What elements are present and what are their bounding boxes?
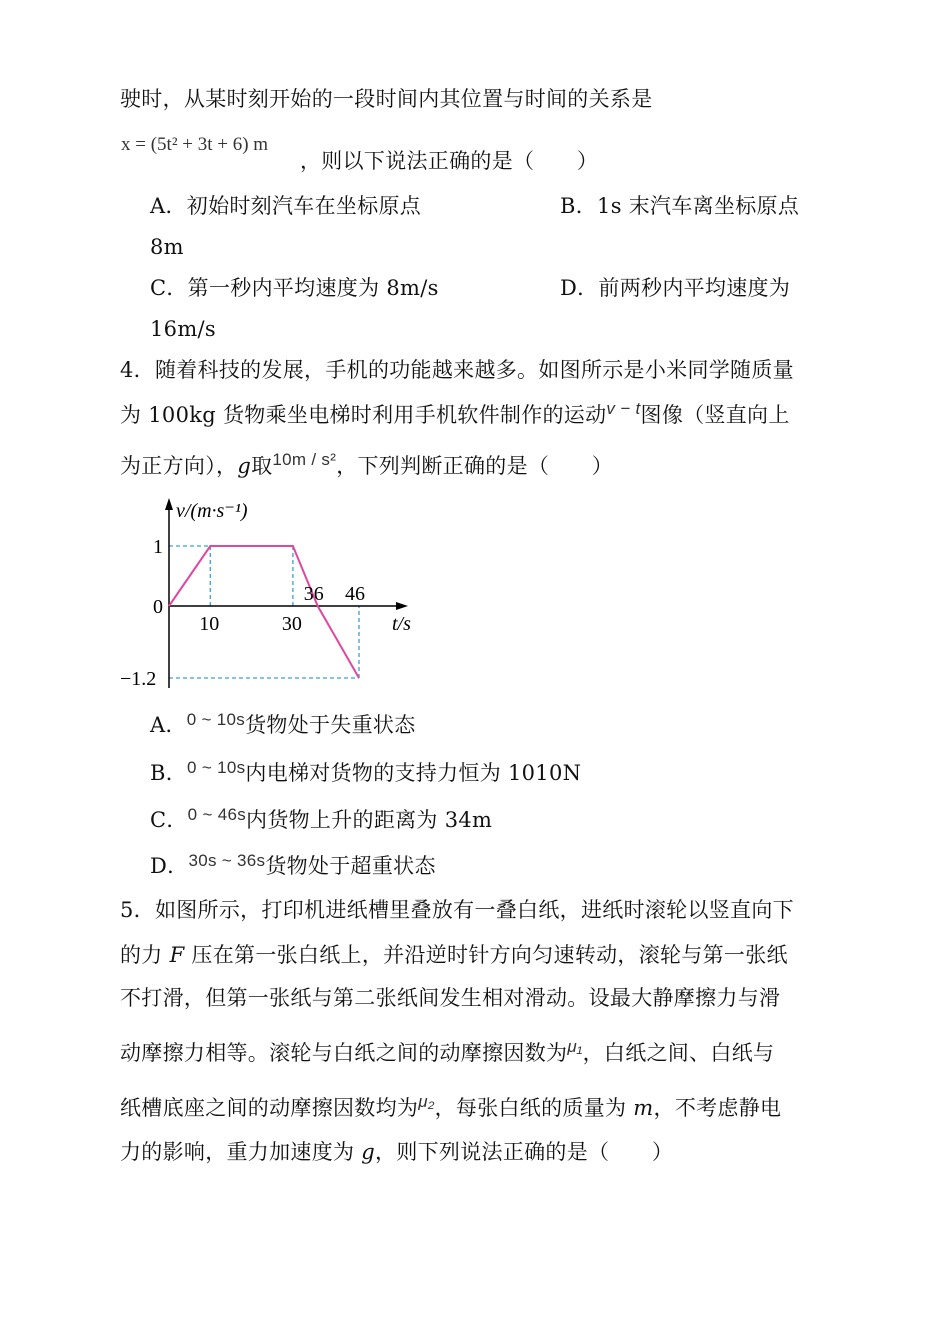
x-tick-36: 36 bbox=[303, 583, 324, 605]
q4-option-c-range: 0 ~ 46s bbox=[187, 805, 247, 824]
y-axis-arrow bbox=[165, 498, 173, 510]
q5-line-4-text-a: 动摩擦力相等。滚轮与白纸之间的动摩擦因数为 bbox=[120, 1041, 568, 1065]
y-tick-1: 1 bbox=[153, 536, 163, 558]
q3-line-1: 驶时，从某时刻开始的一段时间内其位置与时间的关系是 bbox=[120, 87, 653, 111]
x-axis-arrow bbox=[396, 602, 408, 610]
q4-line-3-take: 取 bbox=[251, 454, 273, 478]
vt-graph bbox=[110, 490, 430, 700]
q3-option-d-cont: 16m/s bbox=[150, 317, 216, 341]
q4-g-value: 10m / s² bbox=[272, 450, 337, 469]
x-tick-10: 10 bbox=[199, 613, 220, 635]
q4-option-a-range: 0 ~ 10s bbox=[186, 710, 246, 729]
q4-option-a-label: A． bbox=[150, 713, 187, 737]
q4-line-3-text-a: 为正方向）， bbox=[120, 454, 238, 478]
y-tick-minus-1-2: −1.2 bbox=[120, 668, 157, 690]
tick-labels bbox=[120, 536, 365, 690]
y-tick-0: 0 bbox=[153, 596, 163, 618]
q3-option-c: C．第一秒内平均速度为 8m/s bbox=[150, 276, 439, 300]
q5-line-5-text-c: ，不考虑静电 bbox=[653, 1096, 782, 1120]
q5-mu2-symbol: μ₂ bbox=[418, 1092, 435, 1111]
q4-line-2-text-b: 图像（竖直向上 bbox=[640, 403, 790, 427]
q5-line-3: 不打滑，但第一张纸与第二张纸间发生相对滑动。设最大静摩擦力与滑 bbox=[120, 986, 781, 1010]
x-tick-30: 30 bbox=[281, 613, 302, 635]
q4-line-2-text-a: 为 100kg 货物乘坐电梯时利用手机软件制作的运动 bbox=[120, 403, 607, 427]
q4-option-a-text: 货物处于失重状态 bbox=[245, 713, 416, 737]
q3-option-a: A．初始时刻汽车在坐标原点 bbox=[150, 194, 422, 218]
q4-option-b-range: 0 ~ 10s bbox=[187, 758, 246, 777]
q4-option-d-range: 30s ~ 36s bbox=[188, 851, 266, 870]
q4-line-2 bbox=[120, 400, 790, 432]
q4-option-d-label: D． bbox=[150, 854, 189, 878]
axes bbox=[165, 498, 408, 688]
q5-mass-symbol: m bbox=[633, 1096, 654, 1120]
y-axis-label: v/(m·s⁻¹) bbox=[176, 500, 248, 522]
q5-g-symbol: g bbox=[361, 1140, 376, 1164]
q4-option-c-text: 内货物上升的距离为 34m bbox=[246, 808, 493, 832]
q4-option-b-label: B． bbox=[150, 761, 188, 785]
q5-line-2-text-a: 的力 bbox=[120, 943, 170, 967]
q4-option-d-text: 货物处于超重状态 bbox=[265, 854, 436, 878]
q5-line-4 bbox=[120, 1038, 774, 1070]
q3-option-d: D．前两秒内平均速度为 bbox=[560, 276, 791, 300]
q4-option-c bbox=[150, 805, 492, 837]
q4-option-b-text: 内电梯对货物的支持力恒为 1010N bbox=[245, 761, 582, 785]
q5-line-5 bbox=[120, 1093, 781, 1125]
q5-line-4-text-b: ，白纸之间、白纸与 bbox=[582, 1041, 775, 1065]
q5-line-2-text-b: 压在第一张白纸上，并沿逆时针方向匀速转动，滚轮与第一张纸 bbox=[184, 943, 788, 967]
q5-line-6 bbox=[120, 1137, 673, 1167]
q5-mu1-symbol: μ₁ bbox=[567, 1037, 583, 1056]
q3-line-2: ，则以下说法正确的是（ ） bbox=[300, 149, 599, 173]
q4-line-3-text-b: ，下列判断正确的是（ ） bbox=[336, 454, 614, 478]
q5-line-6-text-b: ，则下列说法正确的是（ ） bbox=[375, 1140, 674, 1164]
q3-option-b: B．1s 末汽车离坐标原点 bbox=[560, 194, 800, 218]
q4-vt-symbol: v − t bbox=[606, 399, 641, 418]
q4-g-symbol: g bbox=[237, 454, 252, 478]
q5-line-1: 5．如图所示，打印机进纸槽里叠放有一叠白纸，进纸时滚轮以竖直向下 bbox=[120, 898, 794, 922]
q4-option-b bbox=[150, 758, 581, 790]
q5-force-symbol: F bbox=[169, 943, 185, 967]
q4-option-a bbox=[150, 710, 416, 742]
q4-option-d bbox=[150, 851, 436, 883]
q4-line-1: 4．随着科技的发展，手机的功能越来越多。如图所示是小米同学随质量 bbox=[120, 358, 794, 382]
velocity-series-line bbox=[169, 546, 359, 678]
x-tick-46: 46 bbox=[345, 583, 365, 605]
q4-option-c-label: C． bbox=[150, 808, 188, 832]
q4-line-3 bbox=[120, 451, 613, 483]
q3-option-b-cont: 8m bbox=[150, 235, 184, 259]
q5-line-2 bbox=[120, 940, 788, 970]
q5-line-5-text-a: 纸槽底座之间的动摩擦因数均为 bbox=[120, 1096, 419, 1120]
q5-line-5-text-b: ，每张白纸的质量为 bbox=[434, 1096, 634, 1120]
q3-position-formula: x = (5t² + 3t + 6) m bbox=[121, 134, 269, 155]
q5-line-6-text-a: 力的影响，重力加速度为 bbox=[120, 1140, 362, 1164]
x-axis-label: t/s bbox=[392, 613, 411, 635]
